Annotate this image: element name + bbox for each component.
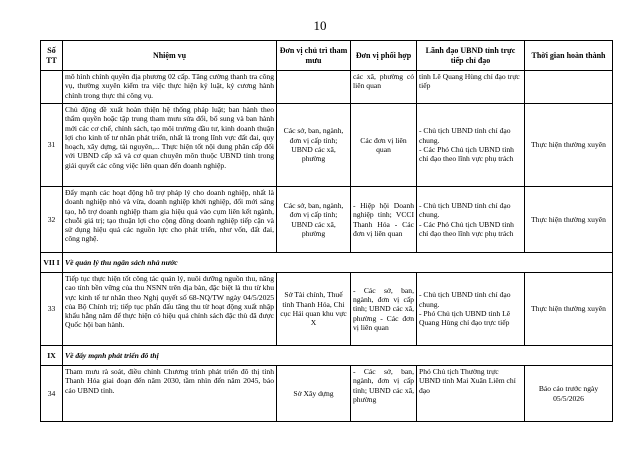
cell-deadline: Thực hiện thường xuyên [525, 187, 613, 253]
leader-line: - Các Phó Chủ tịch UBND tỉnh chỉ đạo theo lĩnh vực phụ trách [419, 145, 514, 164]
cell-coop: - Hiệp hội Doanh nghiệp tỉnh; VCCI Thanh Hóa - Các đơn vị liên quan [351, 187, 417, 253]
cell-leader [417, 104, 525, 187]
cell-stt: 33 [41, 273, 63, 346]
task-table [40, 40, 613, 422]
table-row [41, 366, 613, 422]
cell-leader [417, 187, 525, 253]
cell-coop: Các đơn vị liên quan [351, 104, 417, 187]
cell-deadline: Thực hiện thường xuyên [525, 273, 613, 346]
cell-lead: Các sở, ban, ngành, đơn vị cấp tỉnh; UBND các xã, phường [277, 104, 351, 187]
cell-task: mô hình chính quyền địa phương 02 cấp. Tăng cường thanh tra công vụ, thường xuyên kiểm tra việc thực hiện kỷ luật, kỷ cương hành chính trong thực thi công vụ. [63, 71, 277, 104]
cell-task: Đẩy mạnh các hoạt động hỗ trợ pháp lý cho doanh nghiệp, nhất là doanh nghiệp nhỏ và vừa, doanh nghiệp khởi nghiệp, đổi mới sáng tạo, hỗ trợ doanh nghiệp tham gia hiệu quả vào cụm liên kết ngành, chuỗi giá trị; tạo thuận lợi cho cộng đồng doanh nghiệp tiếp cận và sử dụng hiệu quả các nguồn lực cho phát triển, như vốn, đất đai, công nghệ. [63, 187, 277, 253]
cell-task: Tiếp tục thực hiện tốt công tác quản lý, nuôi dưỡng nguồn thu, nâng cao tính bền vững của thu NSNN trên địa bàn, đặc biệt là thu từ khu vực kinh tế tư nhân theo Nghị quyết số 68-NQ/TW ngày 04/5/2025 của Bộ Chính trị; tiếp tục phấn đấu tăng thu từ hoạt động xuất nhập khẩu hằng năm để thực hiện có hiệu quả chính sách đặc thù đã được Quốc hội ban hành. [63, 273, 277, 346]
cell-lead: Sở Xây dựng [277, 366, 351, 422]
section-number: VII I [41, 253, 63, 273]
cell-task: Tham mưu rà soát, điều chỉnh Chương trình phát triển đô thị tỉnh Thanh Hóa giai đoạn đến năm 2030, tầm nhìn đến năm 2045, báo cáo UBND tỉnh. [63, 366, 277, 422]
header-row [41, 41, 613, 71]
leader-line: - Các Phó Chủ tịch UBND tỉnh chỉ đạo theo lĩnh vực phụ trách [419, 219, 514, 238]
header-stt: Số TT [41, 41, 63, 71]
header-lead-unit: Đơn vị chủ trì tham mưu [277, 41, 351, 71]
cell-coop: - Các sở, ban, ngành, đơn vị cấp tỉnh; UBND các xã, phường [351, 366, 417, 422]
table-row [41, 104, 613, 187]
leader-line: - Phó Chủ tịch UBND tỉnh Lê Quang Hùng chỉ đạo trực tiếp [419, 309, 511, 328]
header-leader: Lãnh đạo UBND tỉnh trực tiếp chỉ đạo [417, 41, 525, 71]
leader-line: - Chủ tịch UBND tỉnh chỉ đạo chung. [419, 200, 511, 220]
cell-stt: 32 [41, 187, 63, 253]
section-title: Về đẩy mạnh phát triển đô thị [63, 346, 613, 366]
section-number: IX [41, 346, 63, 366]
table-row [41, 273, 613, 346]
cell-stt: 34 [41, 366, 63, 422]
cell-lead [277, 71, 351, 104]
cell-coop: - Các sở, ban, ngành, đơn vị cấp tỉnh; UBND các xã, phường - Các đơn vị liên quan [351, 273, 417, 346]
section-row [41, 253, 613, 273]
header-coop-unit: Đơn vị phối hợp [351, 41, 417, 71]
table-row-continuation [41, 71, 613, 104]
cell-lead: Các sở, ban, ngành, đơn vị cấp tỉnh; UBND các xã, phường [277, 187, 351, 253]
page-number: 10 [313, 18, 327, 33]
header-task: Nhiệm vụ [63, 41, 277, 71]
cell-leader: tỉnh Lê Quang Hùng chỉ đạo trực tiếp [417, 71, 525, 104]
cell-lead: Sở Tài chính, Thuế tỉnh Thanh Hóa, Chi cục Hải quan khu vực X [277, 273, 351, 346]
section-title: Về quản lý thu ngân sách nhà nước [63, 253, 613, 273]
cell-task: Chủ động đề xuất hoàn thiện hệ thống pháp luật; ban hành theo thẩm quyền hoặc tập trung tham mưu sửa đổi, bổ sung và ban hành mới các cơ chế, chính sách, tạo môi trường đầu tư, kinh doanh thuận lợi cho kinh tế tư nhân phát triển, nhất là trong lĩnh vực đất đai, quy hoạch, xây dựng, tài nguyên,... Thực hiện tốt nội dung phân cấp đối với UBND cấp xã và cơ quan chuyên môn thuộc UBND tỉnh trong giải quyết các công việc liên quan đến doanh nghiệp. [63, 104, 277, 187]
cell-stt: 31 [41, 104, 63, 187]
cell-deadline: Thực hiện thường xuyên [525, 104, 613, 187]
section-row [41, 346, 613, 366]
cell-stt [41, 71, 63, 104]
header-deadline: Thời gian hoàn thành [525, 41, 613, 71]
cell-deadline [525, 71, 613, 104]
leader-line: - Chủ tịch UBND tỉnh chỉ đạo chung. [419, 126, 511, 145]
cell-leader: Phó Chủ tịch Thường trực UBND tỉnh Mai Xuân Liêm chỉ đạo [417, 366, 525, 422]
cell-coop: các xã, phường có liên quan [351, 71, 417, 104]
table-row [41, 187, 613, 253]
cell-leader [417, 273, 525, 346]
cell-deadline: Báo cáo trước ngày 05/5/2026 [525, 366, 613, 422]
leader-line: - Chủ tịch UBND tỉnh chỉ đạo chung. [419, 290, 511, 309]
